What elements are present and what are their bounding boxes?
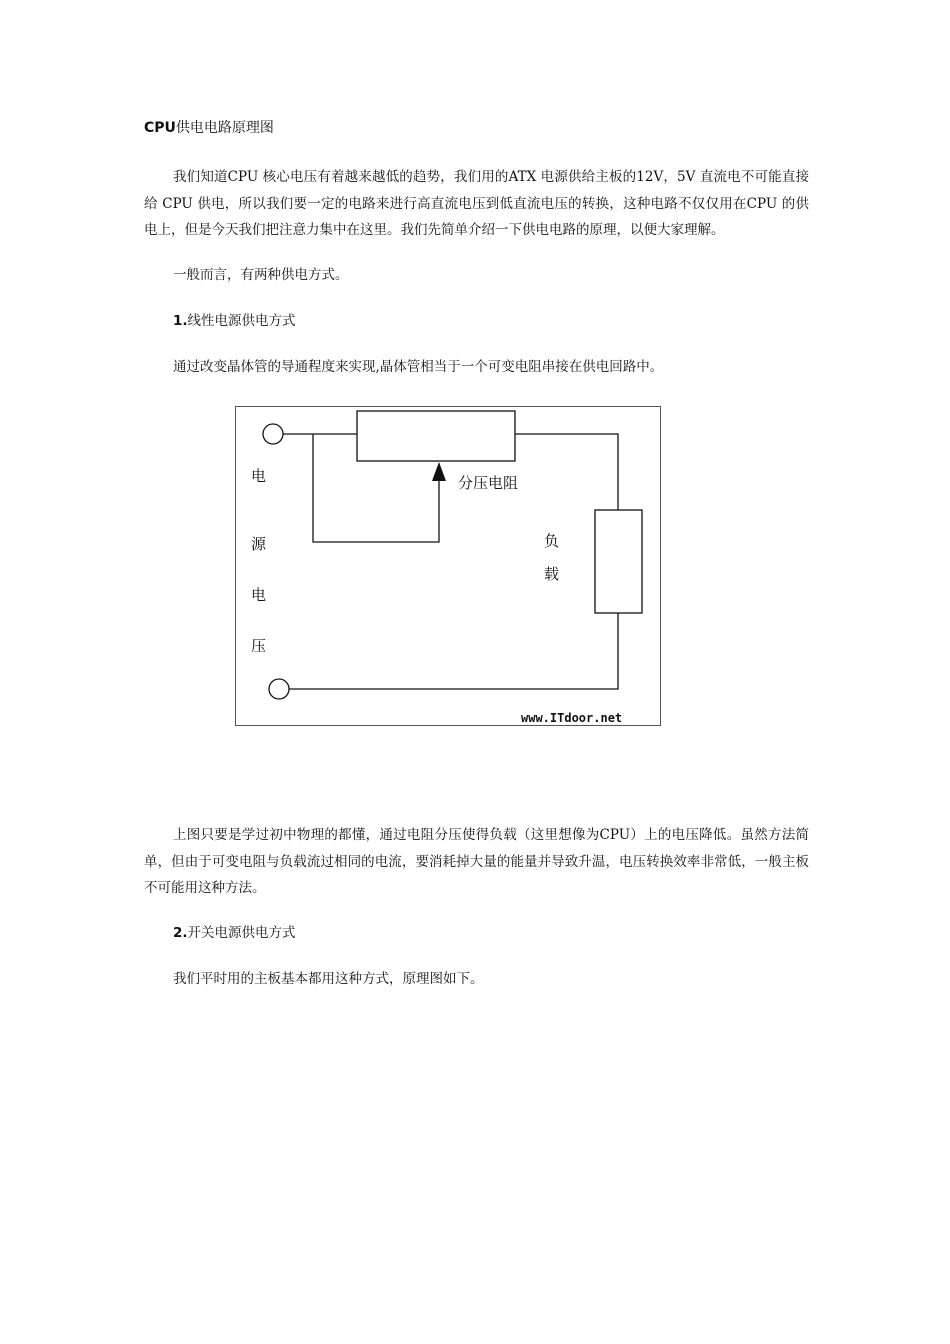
source-label-char-3: 电 — [251, 586, 267, 604]
section1-heading — [173, 311, 296, 331]
general-paragraph: 一般而言，有两种供电方式。 — [173, 267, 349, 283]
section2-title: 开关电源供电方式 — [187, 925, 296, 941]
doc-title-rest: 供电电路原理图 — [175, 120, 274, 136]
doc-title — [144, 118, 274, 138]
doc-title-bold: CPU — [144, 120, 176, 136]
load-label-char-2: 载 — [544, 565, 560, 583]
section1-description: 通过改变晶体管的导通程度来实现,晶体管相当于一个可变电阻串接在供电回路中。 — [173, 359, 664, 375]
divider-label: 分压电阻 — [458, 474, 519, 492]
source-terminal-bottom — [269, 679, 289, 699]
source-label-char-4: 压 — [251, 637, 267, 655]
divider-resistor — [357, 411, 515, 461]
section1-number: 1. — [173, 313, 188, 329]
watermark: www.ITdoor.net — [521, 711, 623, 725]
section2-heading — [173, 923, 296, 943]
load-label-char-1: 负 — [544, 532, 560, 550]
intro-paragraph: 我们知道CPU 核心电压有着越来越低的趋势，我们用的ATX 电源供给主板的12V，5V 直流电不可能直接给 CPU 供电，所以我们要一定的电路来进行高直流电压到低直流电压的转换，这种电路不仅仅用在CPU 的供电上，但是今天我们把注意力集中在这里。我们先简单介绍一下供电电路的原理，以便大家理解。 — [144, 169, 809, 238]
source-label-char-2: 源 — [251, 535, 267, 553]
source-terminal-top — [263, 424, 283, 444]
linear-power-circuit-diagram — [235, 406, 661, 726]
load-resistor — [595, 510, 642, 613]
source-label-char-1: 电 — [251, 467, 267, 485]
circuit-svg — [235, 406, 661, 726]
section2-number: 2. — [173, 925, 188, 941]
section1-title: 线性电源供电方式 — [187, 313, 296, 329]
section2-description: 我们平时用的主板基本都用这种方式，原理图如下。 — [173, 971, 484, 987]
section1-explanation: 上图只要是学过初中物理的都懂，通过电阻分压使得负载（这里想像为CPU）上的电压降低。虽然方法简单，但由于可变电阻与负载流过相同的电流，要消耗掉大量的能量并导致升温，电压转换效率非常低，一般主板不可能用这种方法。 — [144, 827, 809, 896]
